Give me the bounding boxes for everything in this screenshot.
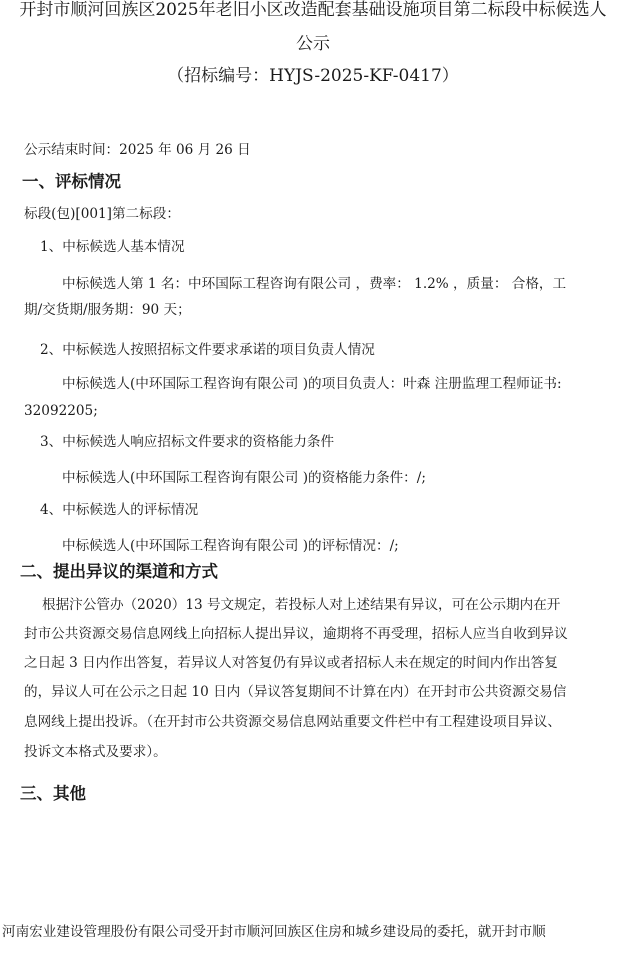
item-1-line-1: 中标候选人第 1 名：中环国际工程咨询有限公司 ，费率： 1.2% ，质量： 合格，工 <box>62 276 567 292</box>
section-3-heading: 三、其他 <box>20 784 86 803</box>
bid-number: （招标编号：HYJS-2025-KF-0417） <box>167 66 459 86</box>
item-2-heading: 2、中标候选人按照招标文件要求承诺的项目负责人情况 <box>40 342 375 358</box>
section-1-heading: 一、评标情况 <box>22 172 121 191</box>
section-3-line-1: 河南宏业建设管理股份有限公司受开封市顺河回族区住房和城乡建设局的委托，就开封市顺 <box>2 924 546 940</box>
section-2-line-3: 之日起 3 日内作出答复，若异议人对答复仍有异议或者招标人未在规定的时间内作出答复 <box>24 655 558 671</box>
section-2-line-2: 封市公共资源交易信息网线上向招标人提出异议，逾期将不再受理，招标人应当自收到异议 <box>24 626 568 642</box>
section-2-line-5: 息网线上提出投诉。（在开封市公共资源交易信息网站重要文件栏中有工程建设项目异议、 <box>24 714 561 730</box>
item-3-line-1: 中标候选人(中环国际工程咨询有限公司 )的资格能力条件：/; <box>62 470 426 486</box>
item-3-heading: 3、中标候选人响应招标文件要求的资格能力条件 <box>40 434 335 450</box>
item-4-heading: 4、中标候选人的评标情况 <box>40 502 199 518</box>
publicity-end-time: 公示结束时间：2025 年 06 月 26 日 <box>24 142 251 158</box>
section-2-line-6: 投诉文本格式及要求）。 <box>24 744 167 760</box>
section-2-line-4: 的，异议人可在公示之日起 10 日内（异议答复期间不计算在内）在开封市公共资源交易信 <box>24 684 567 700</box>
item-4-line-1: 中标候选人(中环国际工程咨询有限公司 )的评标情况：/; <box>62 538 399 554</box>
section-2-line-1: 根据汴公管办（2020）13 号文规定，若投标人对上述结果有异议，可在公示期内在开 <box>42 597 561 613</box>
item-2-line-2: 32092205; <box>24 403 98 419</box>
item-2-line-1: 中标候选人(中环国际工程咨询有限公司 )的项目负责人：叶森 注册监理工程师证书: <box>62 376 562 392</box>
item-1-heading: 1、中标候选人基本情况 <box>40 239 185 255</box>
item-1-line-2: 期/交货期/服务期：90 天； <box>24 302 191 318</box>
title-line-2: 公示 <box>296 34 330 54</box>
title-line-1: 开封市顺河回族区2025年老旧小区改造配套基础设施项目第二标段中标候选人 <box>19 0 607 20</box>
lot-label: 标段(包)[001]第二标段： <box>24 206 180 222</box>
section-2-heading: 二、提出异议的渠道和方式 <box>20 562 218 581</box>
